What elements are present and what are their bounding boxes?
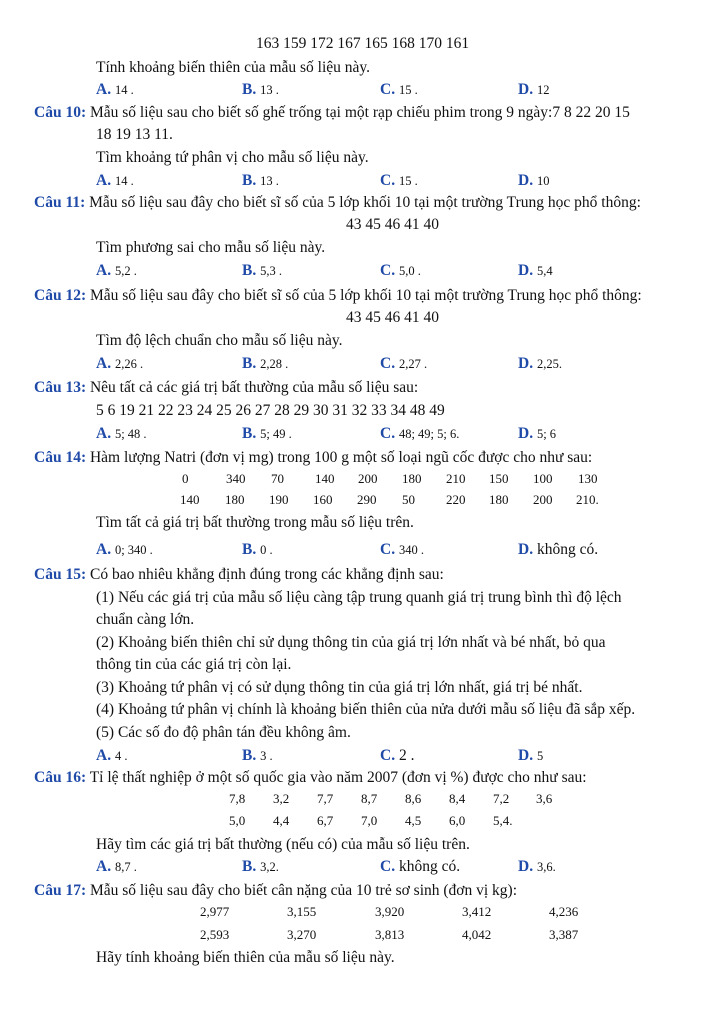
data-cell: 130: [578, 471, 598, 486]
q16-text: Câu 16: Tỉ lệ thất nghiệp ở một số quốc gia vào năm 2007 (đơn vị %) được cho như sau:: [34, 769, 587, 786]
q16-option-a[interactable]: A. 8,7 .: [96, 858, 137, 875]
q10-prompt: Tìm khoảng tứ phân vị cho mẫu số liệu này.: [96, 149, 369, 166]
q11-option-d[interactable]: D. 5,4: [518, 262, 553, 279]
data-cell: 8,4: [449, 791, 466, 806]
q9-option-b[interactable]: B. 13 .: [242, 81, 279, 98]
q17-data-row-2: [0, 926, 725, 946]
data-cell: 200: [358, 471, 378, 486]
data-cell: 180: [225, 492, 245, 507]
q12-option-c[interactable]: C. 2,27 .: [380, 355, 428, 372]
q12-prompt: Tìm độ lệch chuẩn cho mẫu số liệu này.: [96, 332, 343, 349]
q13-option-a[interactable]: A. 5; 48 .: [96, 425, 147, 442]
data-cell: 220: [446, 492, 466, 507]
q15-statement-2: (2) Khoảng biến thiên chỉ sử dụng thông tin của giá trị lớn nhất và bé nhất, bỏ qua: [96, 634, 606, 651]
data-cell: 200: [533, 492, 553, 507]
data-cell: 50: [402, 492, 415, 507]
q10-options: [0, 171, 725, 191]
q11-options: [0, 261, 725, 281]
data-cell: 140: [180, 492, 200, 507]
q15-text: Câu 15: Có bao nhiêu khẳng định đúng trong các khẳng định sau:: [34, 566, 444, 583]
q15-statement-3: (3) Khoảng tứ phân vị có sử dụng thông tin của giá trị lớn nhất, giá trị bé nhất.: [96, 679, 583, 696]
q14-options: [0, 540, 725, 560]
data-cell: 3,813: [375, 927, 405, 942]
q15-statement-5: (5) Các số đo độ phân tán đều không âm.: [96, 724, 351, 741]
q10-text: Câu 10: Mẫu số liệu sau cho biết số ghế trống tại một rạp chiếu phim trong 9 ngày:7 8 22 20 15: [34, 104, 630, 121]
q13-text: Câu 13: Nêu tất cả các giá trị bất thường của mẫu số liệu sau:: [34, 379, 419, 396]
q13-option-b[interactable]: B. 5; 49 .: [242, 425, 292, 442]
q13-data: 5 6 19 21 22 23 24 25 26 27 28 29 30 31 32 33 34 48 49: [96, 402, 445, 419]
data-cell: 7,0: [361, 813, 378, 828]
q15-option-a[interactable]: A. 4 .: [96, 747, 128, 764]
data-cell: 7,2: [493, 791, 510, 806]
q10-option-a[interactable]: A. 14 .: [96, 172, 134, 189]
question-label: Câu 10:: [34, 104, 87, 121]
q11-option-b[interactable]: B. 5,3 .: [242, 262, 282, 279]
question-label: Câu 12:: [34, 287, 87, 304]
q12-option-a[interactable]: A. 2,26 .: [96, 355, 144, 372]
data-cell: 150: [489, 471, 509, 486]
q15-statement-1-cont: chuẩn càng lớn.: [96, 611, 195, 628]
data-cell: 340: [226, 471, 246, 486]
question-label: Câu 16:: [34, 769, 87, 786]
data-cell: 100: [533, 471, 553, 486]
q16-data-row-2: [0, 812, 725, 832]
q11-prompt: Tìm phương sai cho mẫu số liệu này.: [96, 239, 326, 256]
q14-data-row-1: [0, 470, 725, 490]
q14-data-row-2: [0, 491, 725, 511]
q16-data-row-1: [0, 790, 725, 810]
data-cell: 6,0: [449, 813, 466, 828]
q11-text: Câu 11: Mẫu số liệu sau đây cho biết sĩ số của 5 lớp khối 10 tại một trường Trung học phổ thông:: [34, 194, 641, 211]
question-label: Câu 13:: [34, 379, 87, 396]
q16-option-c[interactable]: C. không có.: [380, 858, 461, 875]
q14-prompt: Tìm tất cả giá trị bất thường trong mẫu số liệu trên.: [96, 514, 414, 531]
q12-option-b[interactable]: B. 2,28 .: [242, 355, 289, 372]
data-cell: 3,920: [375, 904, 405, 919]
q16-prompt: Hãy tìm các giá trị bất thường (nếu có) của mẫu số liệu trên.: [96, 836, 470, 853]
question-label: Câu 17:: [34, 882, 87, 899]
q14-option-c[interactable]: C. 340 .: [380, 541, 424, 558]
data-cell: 3,387: [549, 927, 579, 942]
q14-option-a[interactable]: A. 0; 340 .: [96, 541, 153, 558]
data-cell: 290: [357, 492, 377, 507]
data-cell: 3,2: [273, 791, 290, 806]
data-cell: 4,042: [462, 927, 492, 942]
q9-option-c[interactable]: C. 15 .: [380, 81, 418, 98]
q16-option-b[interactable]: B. 3,2.: [242, 858, 279, 875]
q11-data: 43 45 46 41 40: [346, 216, 439, 233]
q12-options: [0, 354, 725, 374]
data-cell: 8,7: [361, 791, 378, 806]
q9-prompt: Tính khoảng biến thiên của mẫu số liệu này.: [96, 59, 371, 76]
data-cell: 0: [182, 471, 189, 486]
q16-options: [0, 857, 725, 877]
q17-text: Câu 17: Mẫu số liệu sau đây cho biết cân nặng của 10 trẻ sơ sinh (đơn vị kg):: [34, 882, 518, 899]
q13-option-c[interactable]: C. 48; 49; 5; 6.: [380, 425, 460, 442]
data-cell: 5,4.: [493, 813, 513, 828]
data-cell: 7,7: [317, 791, 334, 806]
data-cell: 8,6: [405, 791, 422, 806]
q14-option-b[interactable]: B. 0 .: [242, 541, 273, 558]
data-cell: 140: [315, 471, 335, 486]
q15-statement-4: (4) Khoảng tứ phân vị chính là khoảng biến thiên của nửa dưới mẫu số liệu đã sắp xếp.: [96, 701, 636, 718]
q11-option-c[interactable]: C. 5,0 .: [380, 262, 421, 279]
data-cell: 3,6: [536, 791, 553, 806]
q12-data: 43 45 46 41 40: [346, 309, 439, 326]
q13-options: [0, 424, 725, 444]
q15-statement-1: (1) Nếu các giá trị của mẫu số liệu càng tập trung quanh giá trị trung bình thì độ lệch: [96, 589, 622, 606]
data-cell: 6,7: [317, 813, 334, 828]
question-label: Câu 14:: [34, 449, 87, 466]
question-label: Câu 15:: [34, 566, 87, 583]
q9-option-d[interactable]: D. 12: [518, 81, 550, 98]
q15-option-d[interactable]: D. 5: [518, 747, 544, 764]
data-cell: 180: [402, 471, 422, 486]
data-cell: 4,5: [405, 813, 422, 828]
data-cell: 7,8: [229, 791, 246, 806]
q14-text: Câu 14: Hàm lượng Natri (đơn vị mg) trong 100 g một số loại ngũ cốc được cho như sau:: [34, 449, 593, 466]
q10-text-cont: 18 19 13 11.: [96, 126, 173, 143]
q9-option-a[interactable]: A. 14 .: [96, 81, 134, 98]
data-cell: 4,236: [549, 904, 579, 919]
question-label: Câu 11:: [34, 194, 86, 211]
q12-text: Câu 12: Mẫu số liệu sau đây cho biết sĩ số của 5 lớp khối 10 tại một trường Trung học phổ thông:: [34, 287, 642, 304]
q9-options: [0, 80, 725, 100]
data-cell: 180: [489, 492, 509, 507]
q15-option-b[interactable]: B. 3 .: [242, 747, 273, 764]
data-cell: 160: [313, 492, 333, 507]
q16-option-d[interactable]: D. 3,6.: [518, 858, 556, 875]
q10-option-c[interactable]: C. 15 .: [380, 172, 418, 189]
data-cell: 210: [446, 471, 466, 486]
sample-data-line: 163 159 172 167 165 168 170 161: [255, 35, 470, 52]
q17-data-row-1: [0, 903, 725, 923]
q15-statement-2-cont: thông tin của các giá trị còn lại.: [96, 656, 292, 673]
data-cell: 2,977: [200, 904, 230, 919]
data-cell: 3,412: [462, 904, 492, 919]
q13-option-d[interactable]: D. 5; 6: [518, 425, 557, 442]
data-cell: 5,0: [229, 813, 246, 828]
data-cell: 210.: [576, 492, 599, 507]
q15-options: [0, 746, 725, 766]
q11-option-a[interactable]: A. 5,2 .: [96, 262, 137, 279]
data-cell: 4,4: [273, 813, 290, 828]
q15-option-c[interactable]: C. 2 .: [380, 747, 415, 764]
q12-option-d[interactable]: D. 2,25.: [518, 355, 562, 372]
q14-option-d[interactable]: D. không có.: [518, 541, 599, 558]
data-cell: 190: [269, 492, 289, 507]
data-cell: 3,155: [287, 904, 317, 919]
data-cell: 3,270: [287, 927, 317, 942]
q17-prompt: Hãy tính khoảng biến thiên của mẫu số liệu này.: [96, 949, 395, 966]
q10-option-b[interactable]: B. 13 .: [242, 172, 279, 189]
data-cell: 70: [271, 471, 284, 486]
data-cell: 2,593: [200, 927, 230, 942]
q10-option-d[interactable]: D. 10: [518, 172, 550, 189]
